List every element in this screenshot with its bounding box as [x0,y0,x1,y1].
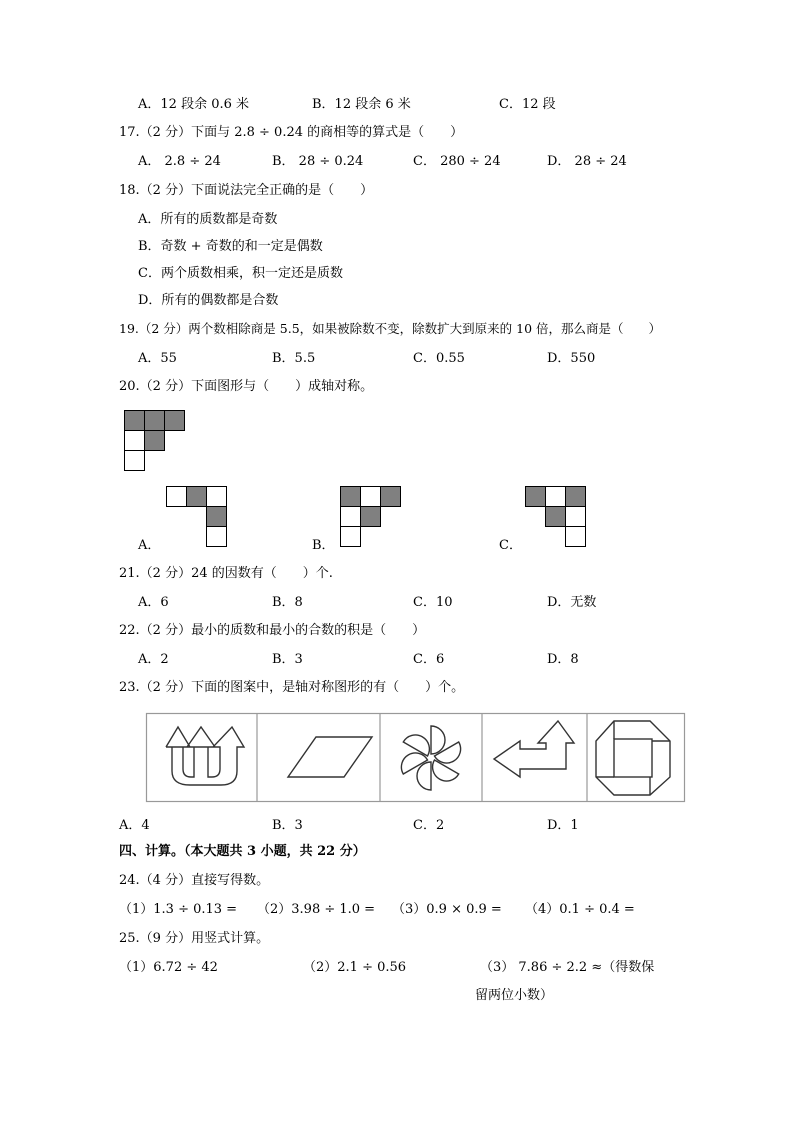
q21-option-c: C．10 [413,595,453,610]
q24-item-1: （1）1.3 ÷ 0.13 = [119,902,238,917]
q25-stem: 25.（9 分）用竖式计算。 [119,931,270,946]
q18-option-c: C．两个质数相乘，积一定还是质数 [138,266,343,281]
q18-stem: 18.（2 分）下面说法完全正确的是（ ） [119,183,374,198]
q19-option-a: A．55 [138,351,177,366]
q19-option-b: B．5.5 [272,351,316,366]
section-4-title: 四、计算。（本大题共 3 小题，共 22 分） [119,844,366,859]
q23-option-b: B．3 [272,818,303,833]
q23-option-a: A．4 [119,818,150,833]
q21-stem: 21.（2 分）24 的因数有（ ）个. [119,566,333,581]
q19-option-c: C．0.55 [413,351,465,366]
q23-option-d: D．1 [547,818,579,833]
q18-option-a: A．所有的质数都是奇数 [138,212,278,227]
q24-stem: 24.（4 分）直接写得数。 [119,873,270,888]
q16-option-a: A．12 段余 0.6 米 [138,97,250,112]
q25-item-2: （2）2.1 ÷ 0.56 [303,960,407,975]
q20-option-b-label: B． [312,538,335,553]
q25-item-1: （1）6.72 ÷ 42 [119,960,218,975]
q21-option-d: D．无数 [547,595,597,610]
q20-option-a-label: A． [138,538,161,553]
q22-stem: 22.（2 分）最小的质数和最小的合数的积是（ ） [119,623,426,638]
q23-option-c: C．2 [413,818,445,833]
q22-option-b: B．3 [272,652,303,667]
q17-stem: 17.（2 分）下面与 2.8 ÷ 0.24 的商相等的算式是（ ） [119,125,464,140]
q17-option-a: A． 2.8 ÷ 24 [138,154,221,169]
q20-stem: 20.（2 分）下面图形与（ ）成轴对称。 [119,379,374,394]
q21-option-b: B．8 [272,595,303,610]
q20-option-c-figure [525,486,587,548]
q24-item-3: （3）0.9 × 0.9 = [392,902,502,917]
q16-option-c: C．12 段 [499,97,556,112]
q17-option-c: C． 280 ÷ 24 [413,154,501,169]
q20-option-c-label: C． [499,538,522,553]
q20-option-b-figure [340,486,402,548]
q18-option-d: D．所有的偶数都是合数 [138,293,279,308]
q16-option-b: B．12 段余 6 米 [312,97,411,112]
q23-stem: 23.（2 分）下面的图案中，是轴对称图形的有（ ）个。 [119,680,465,695]
q24-item-4: （4）0.1 ÷ 0.4 = [525,902,635,917]
q18-option-b: B．奇数 + 奇数的和一定是偶数 [138,239,323,254]
q25-item-3-continued: 留两位小数） [475,988,554,1003]
q19-option-d: D．550 [547,351,596,366]
q19-stem: 19.（2 分）两个数相除商是 5.5，如果被除数不变，除数扩大到原来的 10 倍，那么商是（ ） [119,321,662,336]
q24-item-2: （2）3.98 ÷ 1.0 = [257,902,376,917]
q23-pattern-strip [146,713,686,803]
q22-option-d: D．8 [547,652,579,667]
q21-option-a: A．6 [138,595,169,610]
q22-option-a: A．2 [138,652,169,667]
q20-option-a-figure [166,486,228,548]
q17-option-b: B． 28 ÷ 0.24 [272,154,364,169]
q22-option-c: C．6 [413,652,445,667]
q25-item-3: （3） 7.86 ÷ 2.2 ≈（得数保 [480,960,655,975]
q20-original-figure [124,410,186,472]
q17-option-d: D． 28 ÷ 24 [547,154,627,169]
